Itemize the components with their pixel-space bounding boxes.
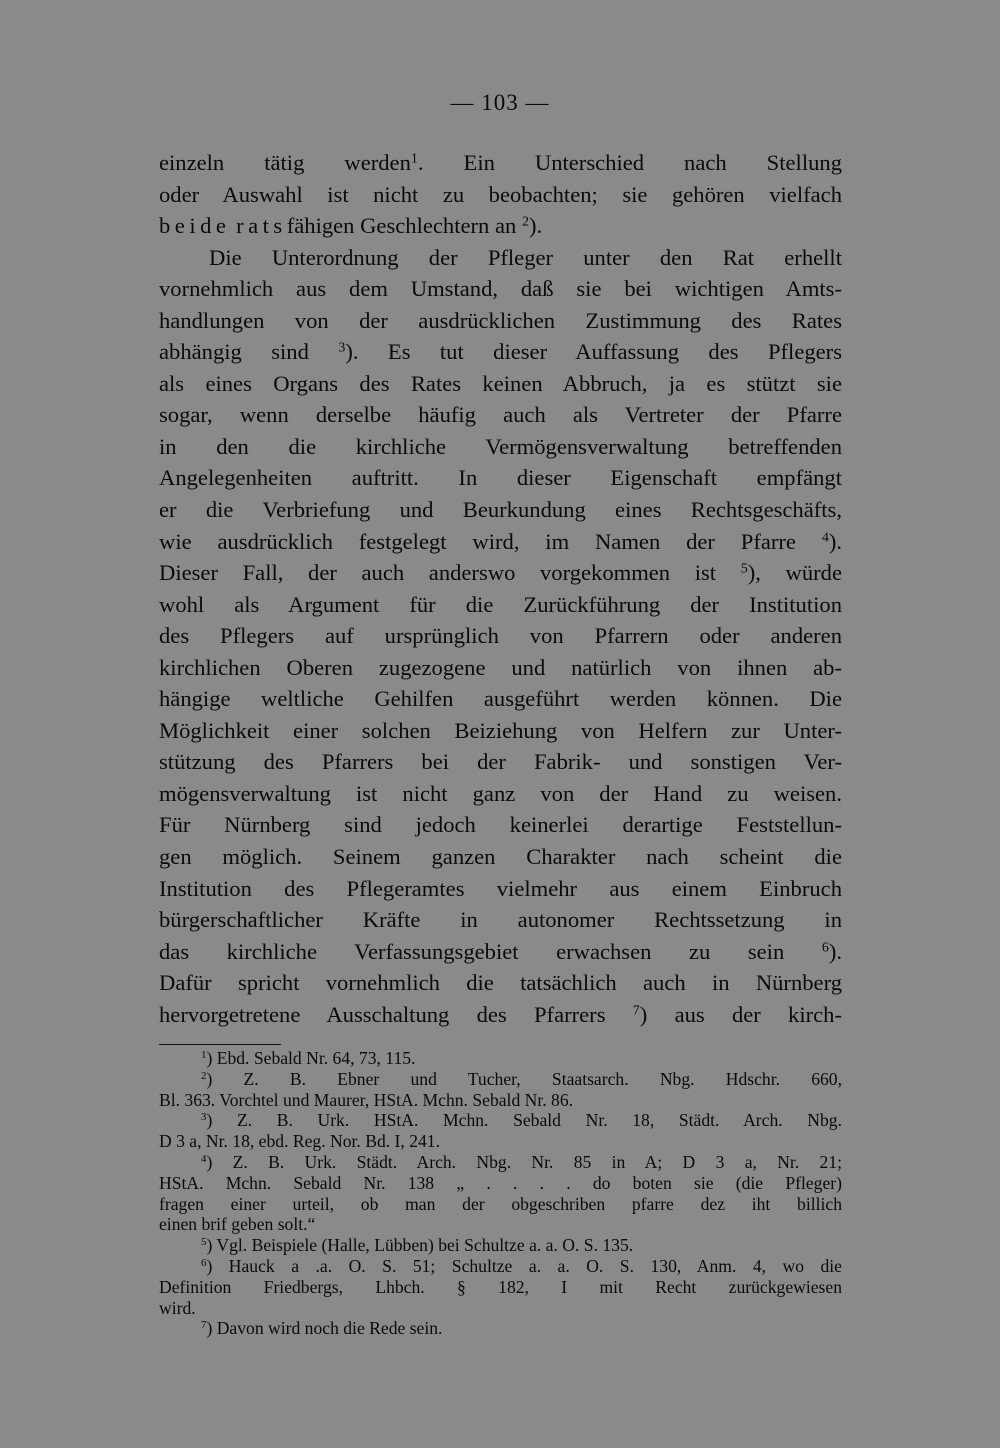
text-line: in den die kirchliche Vermögensverwaltung betreffenden <box>159 433 842 459</box>
footnote-line: Bl. 363. Vorchtel und Maurer, HStA. Mchn. Sebald Nr. 86. <box>159 1089 574 1110</box>
footnote-mark: 7 <box>201 1319 207 1332</box>
footnote-line: $^1$) Ebd. Sebald Nr. 64, 73, 115. <box>201 1048 416 1068</box>
text-line: vornehmlich aus dem Umstand, daß sie bei wichtigen Amts- <box>159 276 842 302</box>
footnote-line: $^3$) Z. B. Urk. HStA. Mchn. Sebald Nr. 18, Städt. Arch. Nbg. <box>201 1110 842 1131</box>
text-line: bürgerschaftlicher Kräfte in autonomer Rechtssetzung in <box>159 907 842 933</box>
text-line: Möglichkeit einer solchen Beiziehung von Helfern zur Unter- <box>159 717 842 743</box>
footnotes <box>159 1048 842 1339</box>
footnote-line: D 3 a, Nr. 18, ebd. Reg. Nor. Bd. I, 241. <box>159 1131 440 1152</box>
text-line: einzeln tätig werden$^1$. Ein Unterschied nach Stellung <box>159 150 842 175</box>
footnote-line: $^5$) Vgl. Beispiele (Halle, Lübben) bei Schultze a. a. O. S. 135. <box>201 1235 634 1256</box>
spaced-emphasis: beide <box>159 213 231 239</box>
text-line: hervorgetretene Ausschaltung des Pfarrers $^7$) aus der kirch- <box>159 1001 842 1027</box>
footnote-mark: 5 <box>201 1236 207 1249</box>
text-line: sogar, wenn derselbe häufig auch als Vertreter der Pfarre <box>159 402 842 428</box>
text-line: oder Auswahl ist nicht zu beobachten; sie gehören vielfach <box>159 181 842 207</box>
text-line: wie ausdrücklich festgelegt wird, im Namen der Pfarre $^4$). <box>159 528 842 554</box>
text-line: wohl als Argument für die Zurückführung der Institution <box>159 591 842 617</box>
footnote-ref: 5 <box>740 561 748 577</box>
spaced-emphasis: rats <box>236 213 287 239</box>
footnote-ref: 1 <box>410 151 418 167</box>
text-line: des Pflegers auf ursprünglich von Pfarrern oder anderen <box>159 623 842 649</box>
footnote-mark: 6 <box>201 1256 207 1269</box>
footnote-line: $^2$) Z. B. Ebner und Tucher, Staatsarch. Nbg. Hdschr. 660, <box>201 1068 842 1089</box>
text-line: Dieser Fall, der auch anderswo vorgekommen ist $^5$), würde <box>159 560 842 586</box>
footnote-line: $^6$) Hauck a .a. O. S. 51; Schultze a. a. O. S. 130, Anm. 4, wo die <box>201 1255 842 1276</box>
text-line: beide ratsfähigen Geschlechtern an $^2$). <box>159 213 543 239</box>
footnote-line: $^4$) Z. B. Urk. Städt. Arch. Nbg. Nr. 85 in A; D 3 a, Nr. 21; <box>201 1151 842 1172</box>
footnote-line: HStA. Mchn. Sebald Nr. 138 „ . . . . do boten sie (die Pfleger) <box>159 1172 842 1193</box>
text-line: Für Nürnberg sind jedoch keinerlei derartige Feststellun- <box>159 812 842 838</box>
main-text <box>159 147 842 1030</box>
text-line: er die Verbriefung und Beurkundung eines Rechtsgeschäfts, <box>159 497 842 523</box>
text-line: Dafür spricht vornehmlich die tatsächlich auch in Nürnberg <box>159 970 842 996</box>
text-line: Die Unterordnung der Pfleger unter den Rat erhellt <box>209 244 842 270</box>
text-line: handlungen von der ausdrücklichen Zustimmung des Rates <box>159 307 842 333</box>
text-line: das kirchliche Verfassungsgebiet erwachsen zu sein $^6$). <box>159 938 842 964</box>
footnote-mark: 4 <box>201 1152 207 1165</box>
text-line: hängige weltliche Gehilfen ausgeführt werden können. Die <box>159 686 842 712</box>
footnote-line: Definition Friedbergs, Lhbch. § 182, I mit Recht zurückgewiesen <box>159 1276 842 1297</box>
text-line: Institution des Pflegeramtes vielmehr aus einem Einbruch <box>159 875 842 901</box>
footnote-mark: 2 <box>201 1069 207 1082</box>
footnote-line: $^7$) Davon wird noch die Rede sein. <box>201 1318 443 1339</box>
text-line: gen möglich. Seinem ganzen Charakter nach scheint die <box>159 844 842 870</box>
footnote-line: einen brif geben solt.“ <box>159 1214 316 1235</box>
page-number: — 103 — <box>450 90 550 115</box>
footnote-mark: 1 <box>201 1049 207 1061</box>
text-line: mögensverwaltung ist nicht ganz von der Hand zu weisen. <box>159 780 842 806</box>
footnote-line: wird. <box>159 1297 196 1318</box>
text-line: als eines Organs des Rates keinen Abbruch, ja es stützt sie <box>159 370 842 396</box>
text-line: stützung des Pfarrers bei der Fabrik- und sonstigen Ver- <box>159 749 842 775</box>
text-line: abhängig sind $^3$). Es tut dieser Auffassung des Pflegers <box>159 339 842 365</box>
footnote-ref: 3 <box>338 340 346 356</box>
footnote-line: fragen einer urteil, ob man der obgeschriben pfarre dez iht billich <box>159 1193 842 1214</box>
text-line: kirchlichen Oberen zugezogene und natürlich von ihnen ab- <box>159 654 842 680</box>
footnote-ref: 6 <box>821 939 829 955</box>
text-line: Angelegenheiten auftritt. In dieser Eigenschaft empfängt <box>159 465 842 491</box>
footnote-divider <box>159 1044 281 1045</box>
footnote-ref: 4 <box>821 529 829 545</box>
footnote-mark: 3 <box>201 1111 207 1124</box>
footnote-ref: 2 <box>521 214 529 230</box>
footnote-ref: 7 <box>632 1003 640 1019</box>
